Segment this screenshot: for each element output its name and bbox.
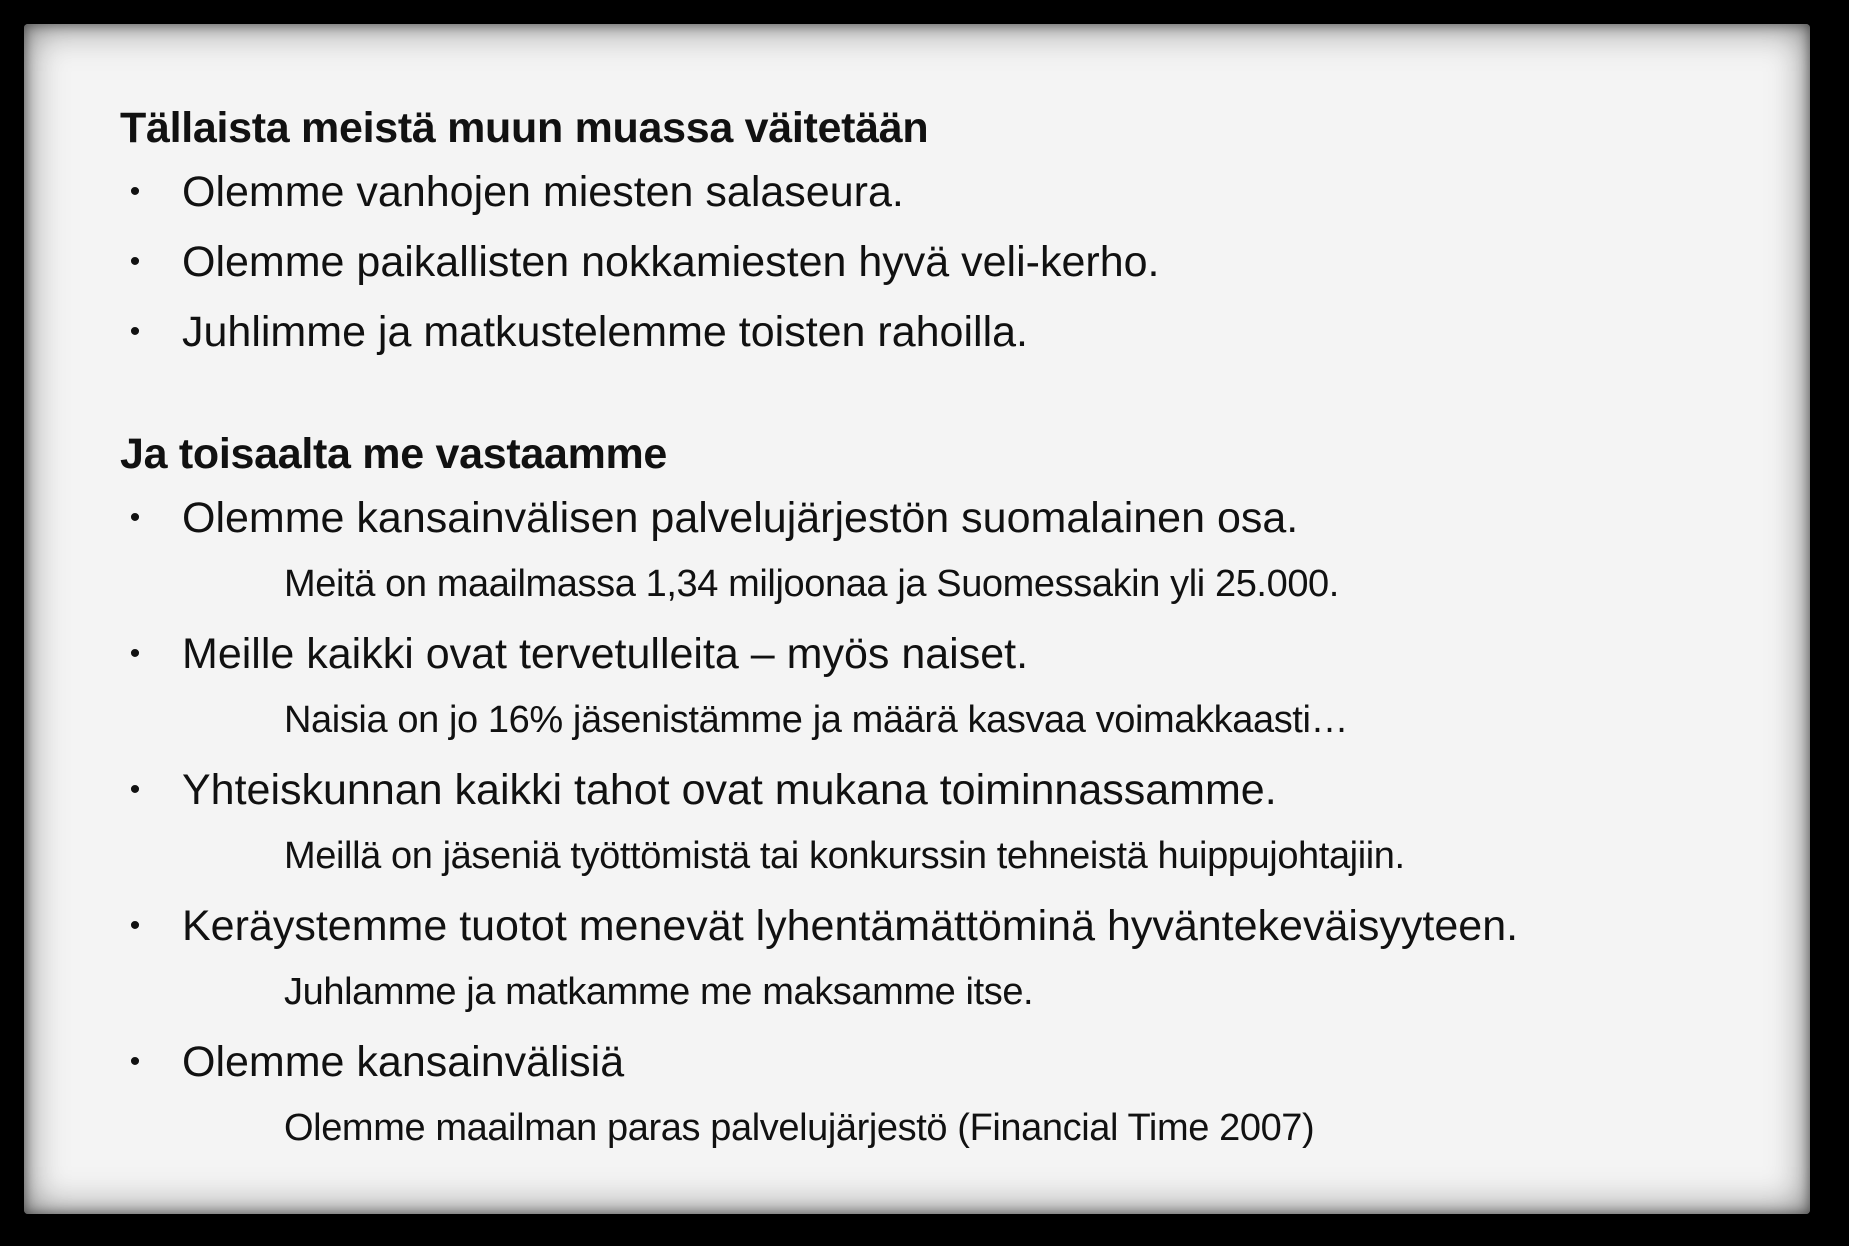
- bullet-icon: •: [129, 245, 141, 278]
- bullet-icon: •: [129, 773, 141, 806]
- list-item: [120, 156, 1800, 226]
- section-heading-responses: Ja toisaalta me vastaamme: [120, 430, 668, 478]
- bullet-icon: •: [129, 175, 141, 208]
- section-responses: [120, 426, 1800, 1162]
- item-text: Juhlimme ja matkustelemme toisten rahoilla.: [182, 308, 1028, 356]
- section-claims: [120, 100, 1800, 366]
- item-subtext: Meitä on maailmassa 1,34 miljoonaa ja Suomessakin yli 25.000.: [284, 563, 1339, 605]
- item-subtext: Juhlamme ja matkamme me maksamme itse.: [284, 971, 1034, 1013]
- item-text: Olemme paikallisten nokkamiesten hyvä veli-kerho.: [182, 238, 1160, 286]
- slide-card: [24, 24, 1810, 1214]
- list-item: [120, 1026, 1800, 1162]
- item-text: Meille kaikki ovat tervetulleita – myös naiset.: [182, 630, 1029, 678]
- bullet-icon: •: [129, 909, 141, 942]
- list-item: [120, 226, 1800, 296]
- item-subtext: Naisia on jo 16% jäsenistämme ja määrä kasvaa voimakkaasti…: [284, 699, 1349, 741]
- bullet-icon: •: [129, 637, 141, 670]
- item-text: Olemme vanhojen miesten salaseura.: [182, 168, 904, 216]
- item-text: Olemme kansainvälisen palvelujärjestön suomalainen osa.: [182, 494, 1299, 542]
- list-item: [120, 482, 1800, 618]
- bullet-icon: •: [129, 315, 141, 348]
- bullet-icon: •: [129, 1045, 141, 1078]
- item-text: Yhteiskunnan kaikki tahot ovat mukana toiminnassamme.: [182, 766, 1277, 814]
- bullet-icon: •: [129, 501, 141, 534]
- list-item: [120, 890, 1800, 1026]
- list-item: [120, 296, 1800, 366]
- item-text: Olemme kansainvälisiä: [182, 1038, 625, 1086]
- item-text: Keräystemme tuotot menevät lyhentämättöminä hyväntekeväisyyteen.: [182, 902, 1519, 950]
- item-subtext: Meillä on jäseniä työttömistä tai konkurssin tehneistä huippujohtajiin.: [284, 835, 1405, 877]
- list-item: [120, 754, 1800, 890]
- list-item: [120, 618, 1800, 754]
- slide-content: [120, 100, 1800, 1162]
- item-subtext: Olemme maailman paras palvelujärjestö (Financial Time 2007): [284, 1107, 1315, 1149]
- section-heading-claims: Tällaista meistä muun muassa väitetään: [120, 104, 929, 152]
